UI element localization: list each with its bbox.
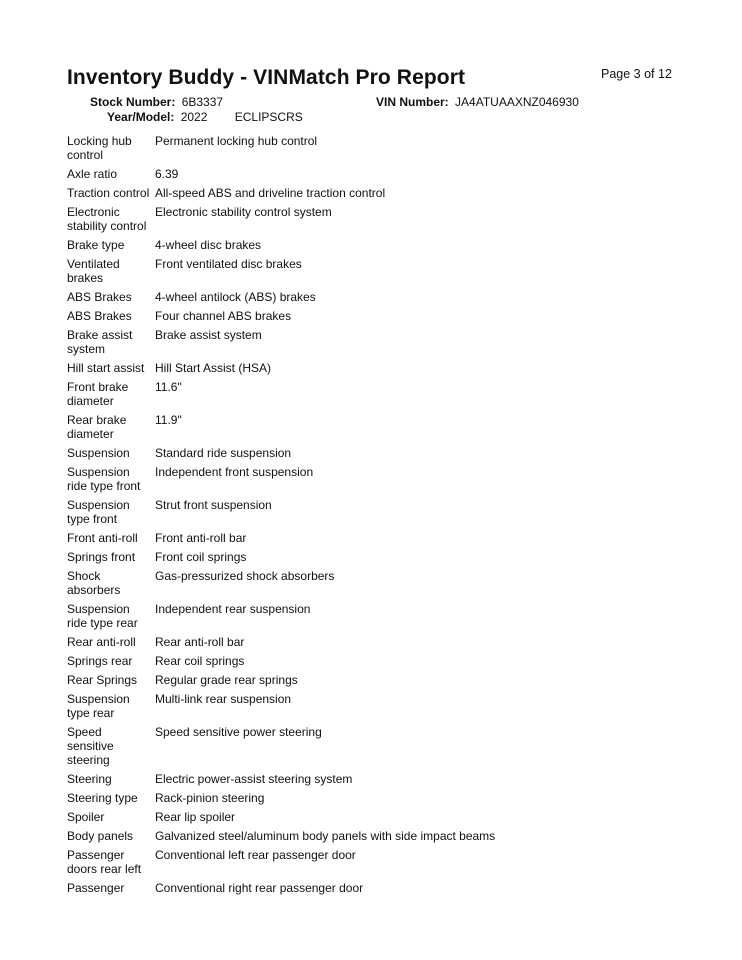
spec-label: Suspension type front [67, 498, 130, 526]
spec-label: Rear brake diameter [67, 413, 127, 441]
spec-value: Rear anti-roll bar [155, 635, 245, 649]
spec-value: Conventional right rear passenger door [155, 881, 364, 895]
spec-value: 4-wheel disc brakes [155, 238, 262, 252]
spec-value: 4-wheel antilock (ABS) brakes [155, 290, 316, 304]
spec-label: Passenger [67, 881, 125, 895]
spec-row [67, 829, 687, 843]
spec-row [67, 361, 687, 375]
spec-row [67, 791, 687, 805]
spec-label: Front anti-roll [67, 531, 138, 545]
spec-value: 11.9" [155, 413, 182, 427]
spec-value: Rack-pinion steering [155, 791, 265, 805]
spec-label: ABS Brakes [67, 309, 132, 323]
spec-label: Suspension type rear [67, 692, 130, 720]
spec-label: Front brake diameter [67, 380, 129, 408]
spec-list [67, 134, 687, 900]
spec-row [67, 134, 687, 162]
vin-number [376, 95, 579, 109]
spec-value: Brake assist system [155, 328, 262, 342]
spec-row [67, 692, 687, 720]
spec-row [67, 602, 687, 630]
spec-value: Conventional left rear passenger door [155, 848, 356, 862]
spec-value: Rear coil springs [155, 654, 245, 668]
spec-label: Spoiler [67, 810, 105, 824]
spec-row [67, 380, 687, 408]
year-model-label: Year/Model: [107, 110, 175, 124]
model-value: ECLIPSCRS [234, 110, 303, 124]
spec-label: Axle ratio [67, 167, 118, 181]
spec-row [67, 328, 687, 356]
spec-label: Locking hub control [67, 134, 132, 162]
vin-number-value: JA4ATUAAXNZ046930 [455, 95, 579, 109]
spec-row [67, 550, 687, 564]
stock-number [90, 95, 223, 109]
spec-value: Permanent locking hub control [155, 134, 318, 148]
spec-label: Speed sensitive steering [67, 725, 114, 767]
spec-row [67, 810, 687, 824]
spec-row [67, 465, 687, 493]
spec-row [67, 635, 687, 649]
stock-number-value: 6B3337 [181, 95, 224, 109]
spec-row [67, 446, 687, 460]
spec-label: Brake type [67, 238, 125, 252]
spec-row [67, 531, 687, 545]
spec-label: Traction control [67, 186, 150, 200]
vin-number-label: VIN Number: [376, 95, 449, 109]
spec-label: Brake assist system [67, 328, 133, 356]
year-value: 2022 [180, 110, 208, 124]
spec-row [67, 848, 687, 876]
spec-value: Galvanized steel/aluminum body panels with side impact beams [155, 829, 496, 843]
spec-label: Passenger doors rear left [67, 848, 142, 876]
spec-row [67, 673, 687, 687]
spec-value: Hill Start Assist (HSA) [155, 361, 272, 375]
spec-label: Suspension ride type rear [67, 602, 138, 630]
spec-row [67, 205, 687, 233]
spec-label: Hill start assist [67, 361, 145, 375]
spec-value: Speed sensitive power steering [155, 725, 322, 739]
spec-label: ABS Brakes [67, 290, 132, 304]
spec-value: All-speed ABS and driveline traction control [155, 186, 386, 200]
spec-row [67, 413, 687, 441]
spec-label: Rear Springs [67, 673, 138, 687]
spec-value: Front ventilated disc brakes [155, 257, 302, 271]
spec-label: Steering type [67, 791, 138, 805]
spec-value: Rear lip spoiler [155, 810, 236, 824]
spec-row [67, 772, 687, 786]
page-number: Page 3 of 12 [601, 67, 672, 81]
spec-label: Springs rear [67, 654, 133, 668]
spec-value: Four channel ABS brakes [155, 309, 292, 323]
spec-value: Standard ride suspension [155, 446, 292, 460]
spec-label: Springs front [67, 550, 136, 564]
spec-label: Steering [67, 772, 112, 786]
spec-value: Front anti-roll bar [155, 531, 247, 545]
spec-value: Electric power-assist steering system [155, 772, 353, 786]
spec-row [67, 309, 687, 323]
year-model [107, 110, 303, 124]
spec-label: Shock absorbers [67, 569, 121, 597]
spec-label: Rear anti-roll [67, 635, 136, 649]
spec-value: Independent front suspension [155, 465, 314, 479]
spec-label: Electronic stability control [67, 205, 147, 233]
spec-row [67, 569, 687, 597]
spec-value: Independent rear suspension [155, 602, 311, 616]
spec-value: 6.39 [155, 167, 179, 181]
spec-value: Front coil springs [155, 550, 247, 564]
spec-value: Regular grade rear springs [155, 673, 298, 687]
spec-value: Strut front suspension [155, 498, 272, 512]
spec-row [67, 238, 687, 252]
spec-row [67, 167, 687, 181]
spec-row [67, 725, 687, 767]
spec-row [67, 654, 687, 668]
spec-value: 11.6" [155, 380, 182, 394]
spec-row [67, 186, 687, 200]
stock-number-label: Stock Number: [90, 95, 176, 109]
spec-label: Suspension [67, 446, 130, 460]
report-title: Inventory Buddy - VINMatch Pro Report [67, 66, 466, 89]
spec-row [67, 257, 687, 285]
spec-row [67, 881, 687, 895]
spec-row [67, 290, 687, 304]
spec-label: Ventilated brakes [67, 257, 120, 285]
spec-value: Electronic stability control system [155, 205, 332, 219]
spec-value: Multi-link rear suspension [155, 692, 292, 706]
spec-row [67, 498, 687, 526]
spec-value: Gas-pressurized shock absorbers [155, 569, 335, 583]
spec-label: Suspension ride type front [67, 465, 141, 493]
spec-label: Body panels [67, 829, 134, 843]
